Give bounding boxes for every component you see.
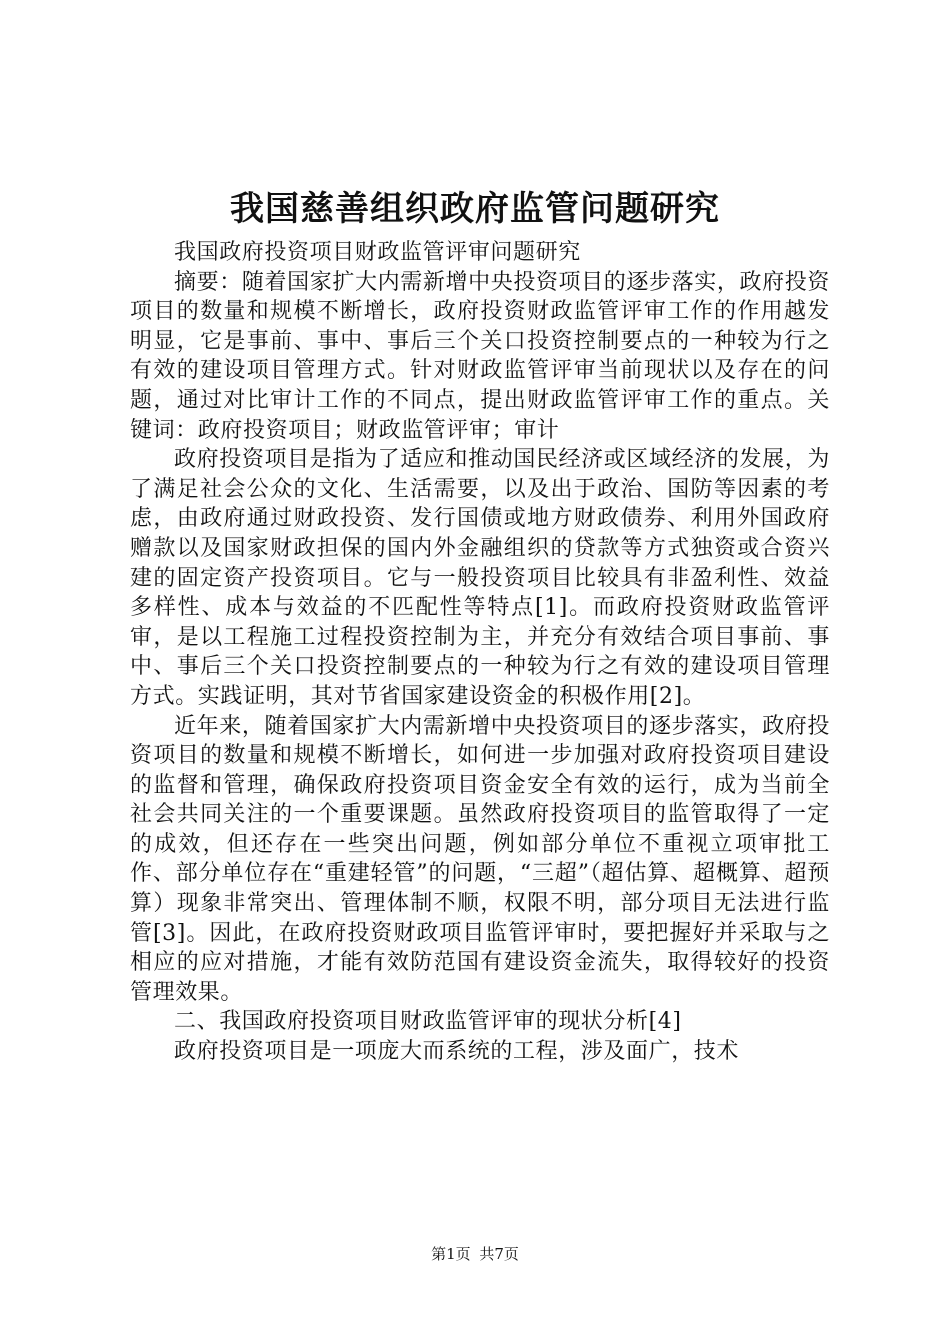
paragraph-background: 近年来，随着国家扩大内需新增中央投资项目的逐步落实，政府投资项目的数量和规模不断增长，如何进一步加强对政府投资项目建设的监督和管理，确保政府投资项目资金安全有效的运行，成为当前全社会共同关注的一个重要课题。虽然政府投资项目的监管取得了一定的成效，但还存在一些突出问题，例如部分单位不重视立项审批工作、部分单位存在“重建轻管”的问题，“三超”（超估算、超概算、超预算）现象非常突出、管理体制不顺，权限不明，部分项目无法进行监管[3]。因此，在政府投资财政项目监管评审时，要把握好并采取与之相应的应对措施，才能有效防范国有建设资金流失，取得较好的投资管理效果。 xyxy=(130,713,830,1005)
paragraph-definition: 政府投资项目是指为了适应和推动国民经济或区域经济的发展，为了满足社会公众的文化、生活需要，以及出于政治、国防等因素的考虑，由政府通过财政投资、发行国债或地方财政债券、利用外国政府赠款以及国家财政担保的国内外金融组织的贷款等方式独资或合资兴建的固定资产投资项目。它与一般投资项目比较具有非盈利性、效益多样性、成本与效益的不匹配性等特点[1]。而政府投资财政监管评审，是以工程施工过程投资控制为主，并充分有效结合项目事前、事中、事后三个关口投资控制要点的一种较为行之有效的建设项目管理方式。实践证明，其对节省国家建设资金的积极作用[2]。 xyxy=(130,447,830,709)
page-total: 共7页 xyxy=(479,1245,519,1263)
page-footer xyxy=(0,1243,950,1265)
paragraph-abstract: 摘要：随着国家扩大内需新增中央投资项目的逐步落实，政府投资项目的数量和规模不断增长，政府投资财政监管评审工作的作用越发明显，它是事前、事中、事后三个关口投资控制要点的一种较为行之有效的建设项目管理方式。针对财政监管评审当前现状以及存在的问题，通过对比审计工作的不同点，提出财政监管评审工作的重点。关键词：政府投资项目；财政监管评审；审计 xyxy=(130,269,830,443)
document-body xyxy=(130,238,830,1067)
section-heading: 二、我国政府投资项目财政监管评审的现状分析[4] xyxy=(174,1009,682,1035)
paragraph-subtitle: 我国政府投资项目财政监管评审问题研究 xyxy=(174,240,581,265)
document-title: 我国慈善组织政府监管问题研究 xyxy=(230,189,720,229)
page-number: 第1页 xyxy=(431,1245,471,1263)
paragraph-section-start: 政府投资项目是一项庞大而系统的工程，涉及面广，技术 xyxy=(174,1039,740,1065)
